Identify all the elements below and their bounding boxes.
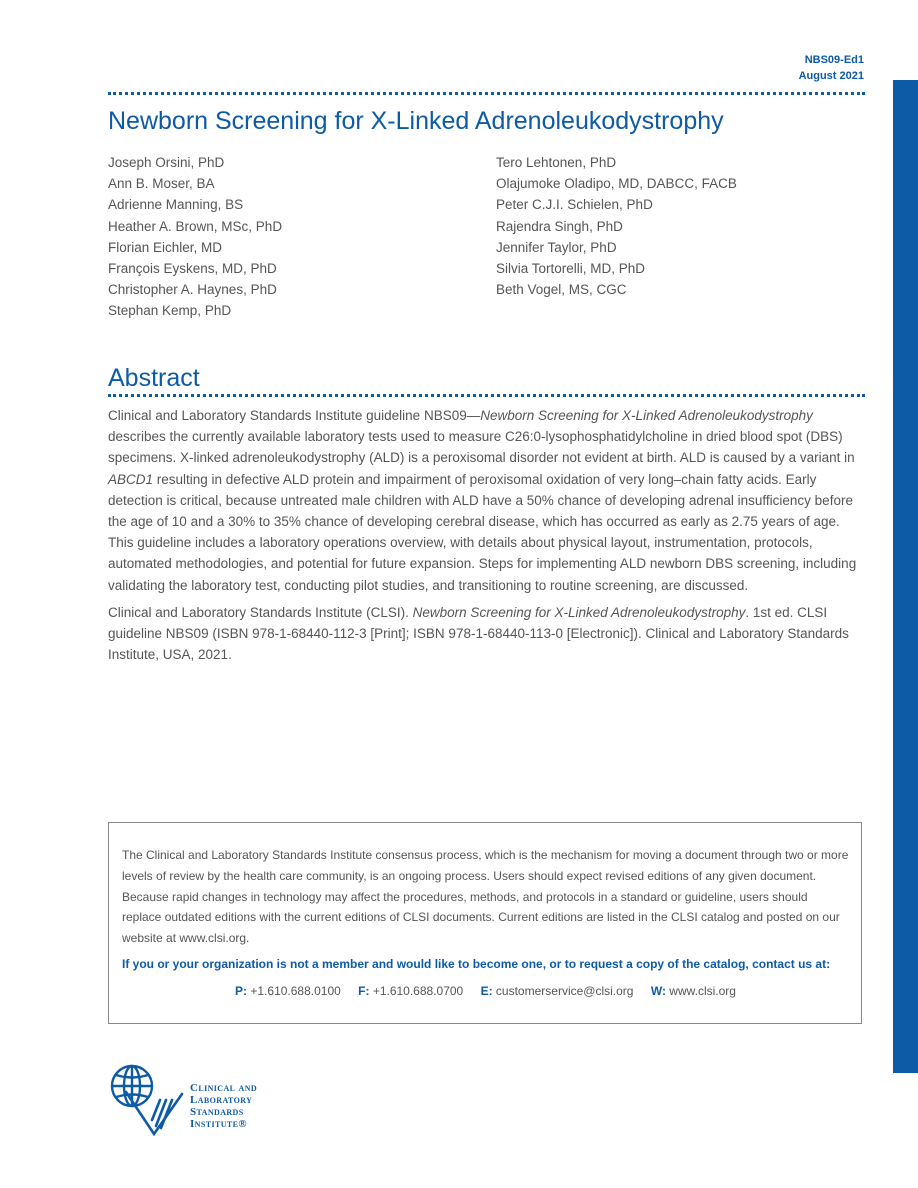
author: Silvia Tortorelli, MD, PhD [496,261,646,277]
notice-text: The Clinical and Laboratory Standards Institute consensus process, which is the mechanism for moving a document through two or more levels of review by the health care community, is an ongoing process. Users should expect revised editions of any given document. Because rapid changes in technology may affect the procedures, methods, and protocols in a standard or guideline, users should replace outdated editions with the current editions of CLSI documents. Current editions are listed in the CLSI catalog and posted on our website at www.clsi.org. [122,848,849,946]
author-list-left [108,152,282,322]
abstract-heading: Abstract [108,364,200,392]
guideline-title: Newborn Screening for X-Linked Adrenoleukodystrophy [480,408,813,423]
author: Rajendra Singh, PhD [496,218,623,234]
citation-text: . 1st ed. CLSI guideline NBS09 (ISBN 978-1-68440-112-3 [Print]; ISBN 978-1-68440-113-0 [Electronic]). Clinical and Laboratory Standards Institute, USA, 2021. [108,604,849,663]
author: Jennifer Taylor, PhD [496,239,617,255]
author: Olajumoke Oladipo, MD, DABCC, FACB [496,176,737,192]
author-list-right [496,152,737,300]
document-meta [799,52,864,84]
notice-call-to-action: If you or your organization is not a member and would like to become one, or to request a copy of the catalog, contact us at: [122,956,831,971]
page-title: Newborn Screening for X-Linked Adrenoleukodystrophy [108,107,724,135]
abstract-body [108,405,868,671]
contact-line [122,983,849,999]
abstract-text: Clinical and Laboratory Standards Institute guideline NBS09— [108,408,481,423]
author: Adrienne Manning, BS [108,197,244,213]
contact-fax: F: +1.610.688.0700 [358,983,464,998]
author: Florian Eichler, MD [108,239,223,255]
abstract-text: describes the currently available laboratory tests used to measure C26:0-lysophosphatidylcholine in dried blood spot (DBS) specimens. X-linked adrenoleukodystrophy (ALD) is a peroxisomal disorder not evident at birth. ALD is caused by a variant in [108,429,855,466]
consensus-notice-box [108,822,862,1024]
contact-phone: P: +1.610.688.0100 [235,983,341,998]
side-accent-bar [893,80,918,1073]
document-code: NBS09-Ed1 [804,54,864,66]
abstract-divider [108,394,865,397]
author: François Eyskens, MD, PhD [108,261,277,277]
gene-name: ABCD1 [108,471,154,487]
citation-text: Clinical and Laboratory Standards Institute (CLSI). [108,604,413,620]
abstract-text: resulting in defective ALD protein and impairment of peroxisomal oxidation of very long–chain fatty acids. Early detection is critical, because untreated male children with ALD have a 50% chance of developing adrenal insufficiency before the age of 10 and a 30% to 35% chance of developing cerebral disease, which has occurred as early as 2.75 years of age. This guideline includes a laboratory operations overview, with details about physical layout, instrumentation, protocols, automated methodologies, and potential for future expansion. Steps for implementing ALD newborn DBS screening, including validating the laboratory test, conducting pilot studies, and transitioning to routine screening, are discussed. [108,471,857,593]
author: Ann B. Moser, BA [108,176,215,192]
logo-wordmark: Clinical and Laboratory Standards Institute® [190,1082,258,1130]
author: Beth Vogel, MS, CGC [496,282,627,298]
document-date: August 2021 [798,70,864,82]
author: Joseph Orsini, PhD [108,155,225,170]
author: Heather A. Brown, MSc, PhD [108,218,283,234]
contact-email[interactable]: E: customerservice@clsi.org [480,983,634,998]
contact-website[interactable]: W: www.clsi.org [650,983,736,998]
author: Christopher A. Haynes, PhD [108,282,277,298]
title-divider [108,92,865,95]
author: Stephan Kemp, PhD [108,303,232,319]
author: Peter C.J.I. Schielen, PhD [496,197,653,213]
citation-title: Newborn Screening for X-Linked Adrenoleukodystrophy [412,604,746,620]
author: Tero Lehtonen, PhD [496,155,617,170]
globe-logo-icon [108,1062,188,1138]
clsi-logo [108,1062,308,1138]
citation-paragraph [108,602,868,666]
abstract-paragraph [108,405,868,596]
